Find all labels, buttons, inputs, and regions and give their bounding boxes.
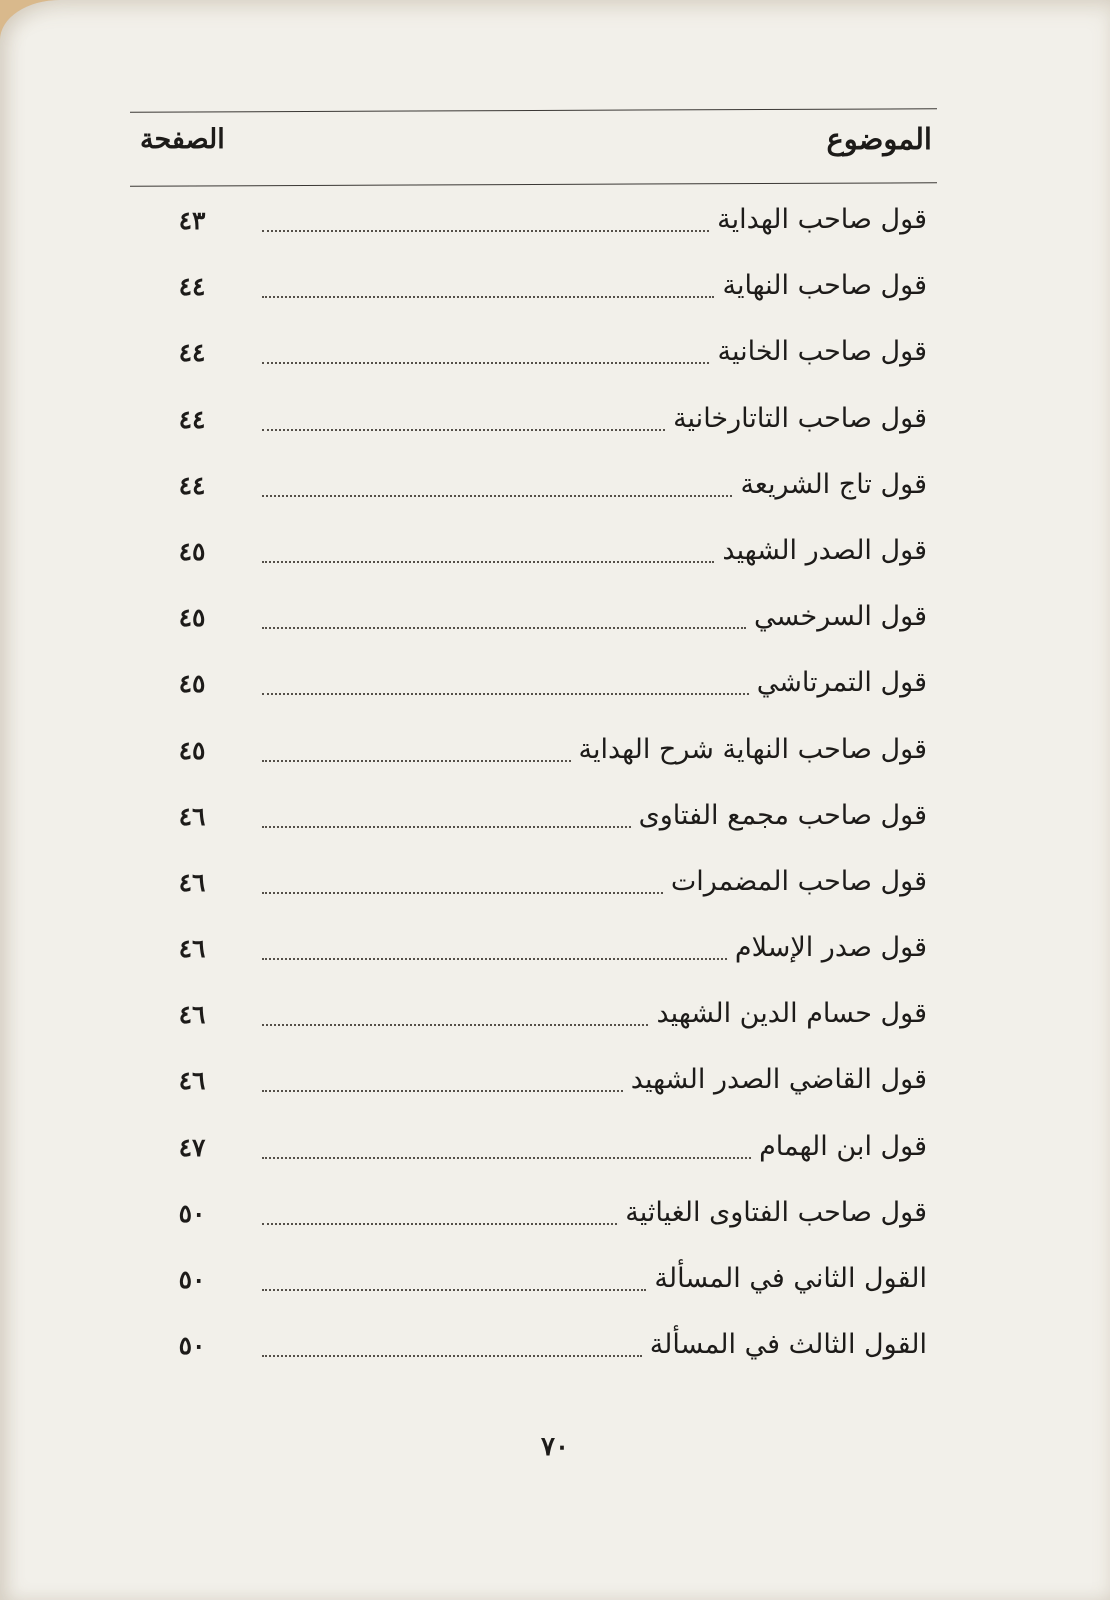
header-bottom-rule (130, 182, 937, 187)
toc-entry (0, 663, 1110, 729)
toc-entry (0, 332, 1110, 398)
toc-entry-page: ٥٠ (178, 1265, 206, 1294)
toc-entry-page: ٤٥ (178, 536, 206, 566)
dot-leader (262, 892, 663, 894)
toc-entry-title: القول الثاني في المسألة (654, 1263, 927, 1294)
toc-entry (0, 862, 1110, 928)
dot-leader (262, 296, 714, 298)
toc-entry-page: ٤٥ (178, 669, 206, 699)
toc-entry (0, 730, 1110, 796)
toc-entry-page: ٤٤ (178, 470, 206, 500)
toc-entry (0, 1060, 1110, 1126)
dot-leader (262, 1355, 642, 1357)
toc-entry (0, 1193, 1110, 1259)
toc-entry-page: ٤٥ (178, 603, 206, 633)
page-column-header: الصفحة (140, 124, 225, 155)
dot-leader (262, 429, 665, 431)
toc-entry-title: قول التمرتاشي (756, 667, 927, 699)
toc-entry (0, 465, 1110, 531)
toc-entry-page: ٤٦ (178, 867, 206, 897)
toc-entry (0, 399, 1110, 465)
dot-leader (262, 627, 746, 629)
dot-leader (262, 826, 631, 828)
toc-entry-title: قول صدر الإسلام (734, 932, 927, 964)
toc-entry-title: قول صاحب الخانية (717, 336, 927, 368)
toc-entry-title: قول صاحب المضمرات (670, 865, 927, 897)
toc-entry-page: ٥٠ (178, 1331, 206, 1361)
toc-entry-title: قول القاضي الصدر الشهيد (630, 1064, 927, 1096)
toc-entry (0, 796, 1110, 862)
topic-column-header: الموضوع (826, 122, 932, 156)
dot-leader (262, 760, 571, 762)
toc-entry-title: قول صاحب النهاية شرح الهداية (578, 733, 927, 765)
toc-entry-page: ٤٥ (178, 735, 206, 765)
toc-entry-page: ٤٦ (178, 934, 206, 964)
dot-leader (262, 958, 727, 960)
table-of-contents (0, 200, 1110, 1391)
page-number: ٧٠ (541, 1432, 569, 1462)
toc-entry-page: ٤٦ (178, 801, 206, 831)
toc-entry (0, 266, 1110, 332)
toc-entry (0, 200, 1110, 266)
dot-leader (262, 1289, 646, 1291)
toc-entry-title: قول حسام الدين الشهيد (656, 998, 927, 1030)
toc-entry (0, 1127, 1110, 1193)
toc-entry-title: قول صاحب التاتارخانية (673, 402, 927, 434)
dot-leader (262, 561, 714, 563)
toc-entry-page: ٤٦ (178, 1000, 206, 1030)
toc-entry-title: قول صاحب الفتاوى الغياثية (625, 1196, 927, 1228)
dot-leader (262, 1223, 617, 1225)
toc-entry-title: القول الثالث في المسألة (649, 1329, 927, 1361)
dot-leader (262, 1090, 623, 1092)
toc-entry-title: قول السرخسي (753, 601, 927, 633)
toc-entry-page: ٤٤ (178, 272, 206, 302)
toc-entry (0, 928, 1110, 994)
dot-leader (262, 495, 732, 497)
toc-entry-page: ٤٣ (178, 206, 206, 235)
dot-leader (262, 1157, 751, 1159)
toc-entry-page: ٤٧ (178, 1132, 206, 1162)
toc-entry-title: قول تاج الشريعة (740, 468, 927, 500)
toc-entry-title: قول الصدر الشهيد (722, 534, 927, 566)
dot-leader (262, 230, 709, 232)
toc-entry-title: قول ابن الهمام (759, 1130, 927, 1162)
toc-entry (0, 994, 1110, 1060)
toc-entry-page: ٤٤ (178, 338, 206, 368)
toc-entry (0, 1259, 1110, 1325)
toc-entry-page: ٤٤ (178, 404, 206, 434)
toc-entry-page: ٥٠ (178, 1198, 206, 1228)
toc-entry (0, 597, 1110, 663)
header-top-rule (130, 108, 937, 113)
toc-entry-page: ٤٦ (178, 1066, 206, 1096)
dot-leader (262, 693, 749, 695)
toc-entry-title: قول صاحب النهاية (722, 270, 927, 302)
toc-entry-title: قول صاحب مجمع الفتاوى (638, 799, 927, 831)
dot-leader (262, 362, 709, 364)
dot-leader (262, 1024, 648, 1026)
toc-entry (0, 1325, 1110, 1391)
toc-entry (0, 531, 1110, 597)
toc-entry-title: قول صاحب الهداية (717, 204, 927, 235)
